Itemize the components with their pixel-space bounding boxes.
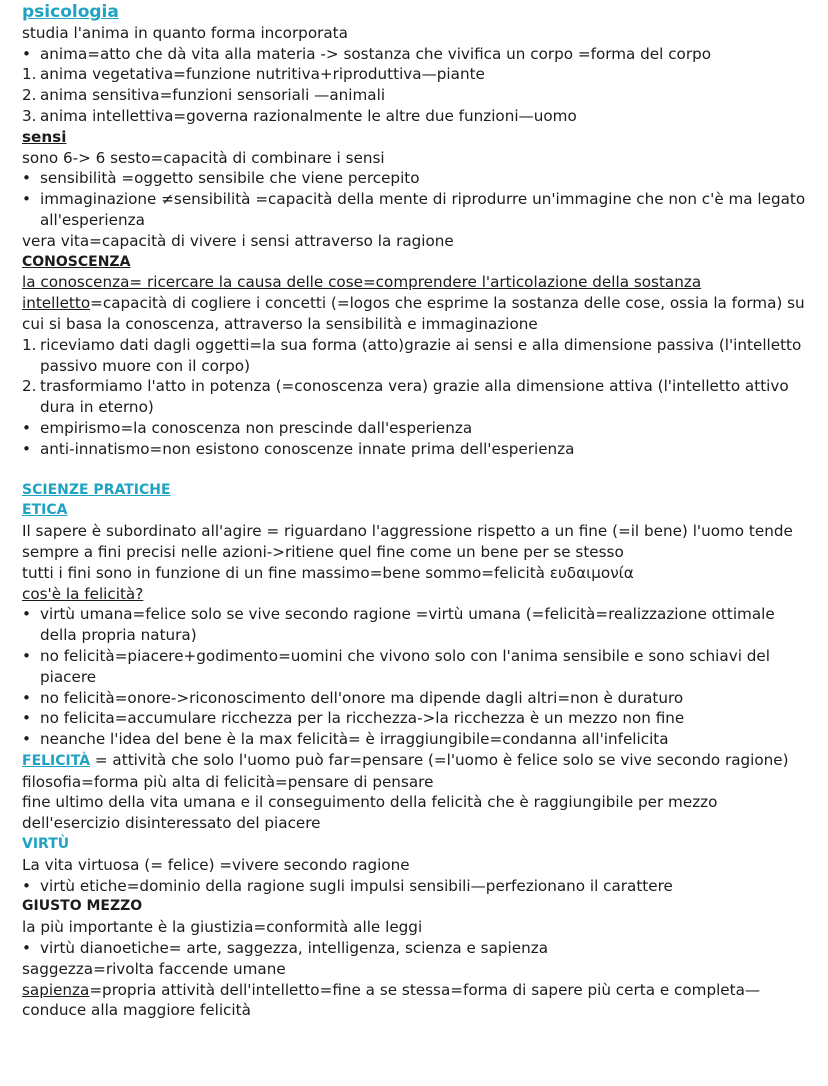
list-item: • virtù dianoetiche= arte, saggezza, intelligenza, scienza e sapienza	[22, 939, 548, 958]
sapienza-term: sapienza	[22, 980, 90, 999]
etica-para2: tutti i fini sono in funzione di un fine massimo=bene sommo=felicità ευδαιμονία	[22, 563, 634, 582]
list-item: 2. anima sensitiva=funzioni sensoriali —animali	[22, 86, 386, 105]
psicologia-numbered	[22, 64, 814, 126]
bullet-icon: •	[22, 939, 31, 958]
etica-bullets	[22, 604, 814, 750]
felicita-term: FELICITÀ	[22, 752, 91, 769]
list-item: • empirismo=la conoscenza non prescinde dall'esperienza	[22, 418, 473, 437]
fine-ultimo: fine ultimo della vita umana e il conseguimento della felicità che è raggiungibile per mezzo dell'esercizio disinteressato del piacere	[22, 793, 718, 833]
sapienza-def: sapienza=propria attività dell'intelletto=fine a se stessa=forma di sapere più certa e completa—conduce alla maggiore felicità	[22, 980, 761, 1020]
saggezza-line: saggezza=rivolta faccende umane	[22, 959, 286, 978]
etica-para1: Il sapere è subordinato all'agire = riguardano l'aggressione rispetto a un fine (=il bene) l'uomo tende sempre a fini precisi nelle azioni->ritiene quel fine come un bene per se stesso	[22, 522, 793, 561]
list-item: 2. trasformiamo l'atto in potenza (=conoscenza vera) grazie alla dimensione attiva (l'intelletto attivo dura in eterno)	[22, 377, 789, 417]
conoscenza-definition: la conoscenza= ricercare la causa delle cose=comprendere l'articolazione della sostanza	[22, 273, 702, 292]
sensi-line: sono 6-> 6 sesto=capacità di combinare i sensi	[22, 148, 385, 167]
bullet-icon: •	[22, 876, 31, 895]
list-item: • virtù umana=felice solo se vive secondo ragione =virtù umana (=felicità=realizzazione ottimale della propria natura)	[22, 605, 775, 645]
psicologia-bullets	[22, 44, 814, 65]
giusto-mezzo: GIUSTO MEZZO	[22, 898, 143, 915]
bullet-icon: •	[22, 439, 31, 458]
felicita-question: cos'è la felicità?	[22, 584, 144, 603]
virtu-line1: La vita virtuosa (= felice) =vivere secondo ragione	[22, 855, 410, 874]
bullet-icon: •	[22, 44, 31, 63]
list-item: • no felicità=piacere+godimento=uomini che vivono solo con l'anima sensibile e sono schiavi del piacere	[22, 646, 770, 686]
list-item: • anti-innatismo=non esistono conoscenze innate prima dell'esperienza	[22, 439, 575, 458]
scienze-pratiche-title: SCIENZE PRATICHE	[22, 481, 171, 498]
list-item: • anima=atto che dà vita alla materia -> sostanza che vivifica un corpo =forma del corpo	[22, 44, 712, 63]
sensi-title: sensi	[22, 127, 67, 146]
felicita-def: FELICITÀ = attività che solo l'uomo può far=pensare (=l'uomo è felice solo se vive secondo ragione)	[22, 750, 789, 769]
bullet-icon: •	[22, 646, 31, 665]
virtu-etiche	[22, 876, 814, 897]
intelletto-def: intelletto=capacità di cogliere i concetti (=logos che esprime la sostanza delle cose, ossia la forma) su cui si basa la conoscenza, attraverso la sensibilità e immaginazione	[22, 294, 805, 333]
giustizia-line: la più importante è la giustizia=conformità alle leggi	[22, 918, 423, 937]
psicologia-title: psicologia	[22, 2, 119, 22]
bullet-icon: •	[22, 688, 31, 707]
virtu-title: VIRTÙ	[22, 836, 70, 853]
etica-title: ETICA	[22, 502, 68, 519]
list-item: • sensibilità =oggetto sensibile che viene percepito	[22, 169, 420, 188]
list-item: • no felicita=accumulare ricchezza per la ricchezza->la ricchezza è un mezzo non fine	[22, 709, 685, 728]
list-item: • immaginazione ≠sensibilità =capacità della mente di riprodurre un'immagine che non c'è ma legato all'esperienza	[22, 190, 806, 229]
bullet-icon: •	[22, 709, 31, 728]
bullet-icon: •	[22, 169, 31, 188]
bullet-icon: •	[22, 190, 31, 209]
bullet-icon: •	[22, 605, 31, 624]
conoscenza-bullets	[22, 418, 814, 460]
list-item: • no felicità=onore->riconoscimento dell'onore ma dipende dagli altri=non è duraturo	[22, 688, 684, 707]
sensi-bullets	[22, 168, 814, 230]
intelletto-term: intelletto	[22, 294, 91, 313]
list-item: • virtù etiche=dominio della ragione sugli impulsi sensibili—perfezionano il carattere	[22, 876, 673, 895]
conoscenza-title: CONOSCENZA	[22, 253, 131, 270]
bullet-icon: •	[22, 418, 31, 437]
psicologia-intro: studia l'anima in quanto forma incorporata	[22, 23, 348, 42]
bullet-icon: •	[22, 730, 31, 749]
conoscenza-numbered	[22, 335, 814, 418]
virtu-dianoetiche	[22, 938, 814, 959]
filosofia-line: filosofia=forma più alta di felicità=pensare di pensare	[22, 772, 434, 791]
list-item: • neanche l'idea del bene è la max felicità= è irraggiungibile=condanna all'infelicita	[22, 730, 669, 749]
list-item: 1. riceviamo dati dagli oggetti=la sua forma (atto)grazie ai sensi e alla dimensione passiva (l'intelletto passivo muore con il corpo)	[22, 335, 802, 375]
list-item: 3. anima intellettiva=governa razionalmente le altre due funzioni—uomo	[22, 106, 577, 125]
list-item: 1. anima vegetativa=funzione nutritiva+riproduttiva—piante	[22, 65, 485, 84]
vera-vita: vera vita=capacità di vivere i sensi attraverso la ragione	[22, 231, 454, 250]
